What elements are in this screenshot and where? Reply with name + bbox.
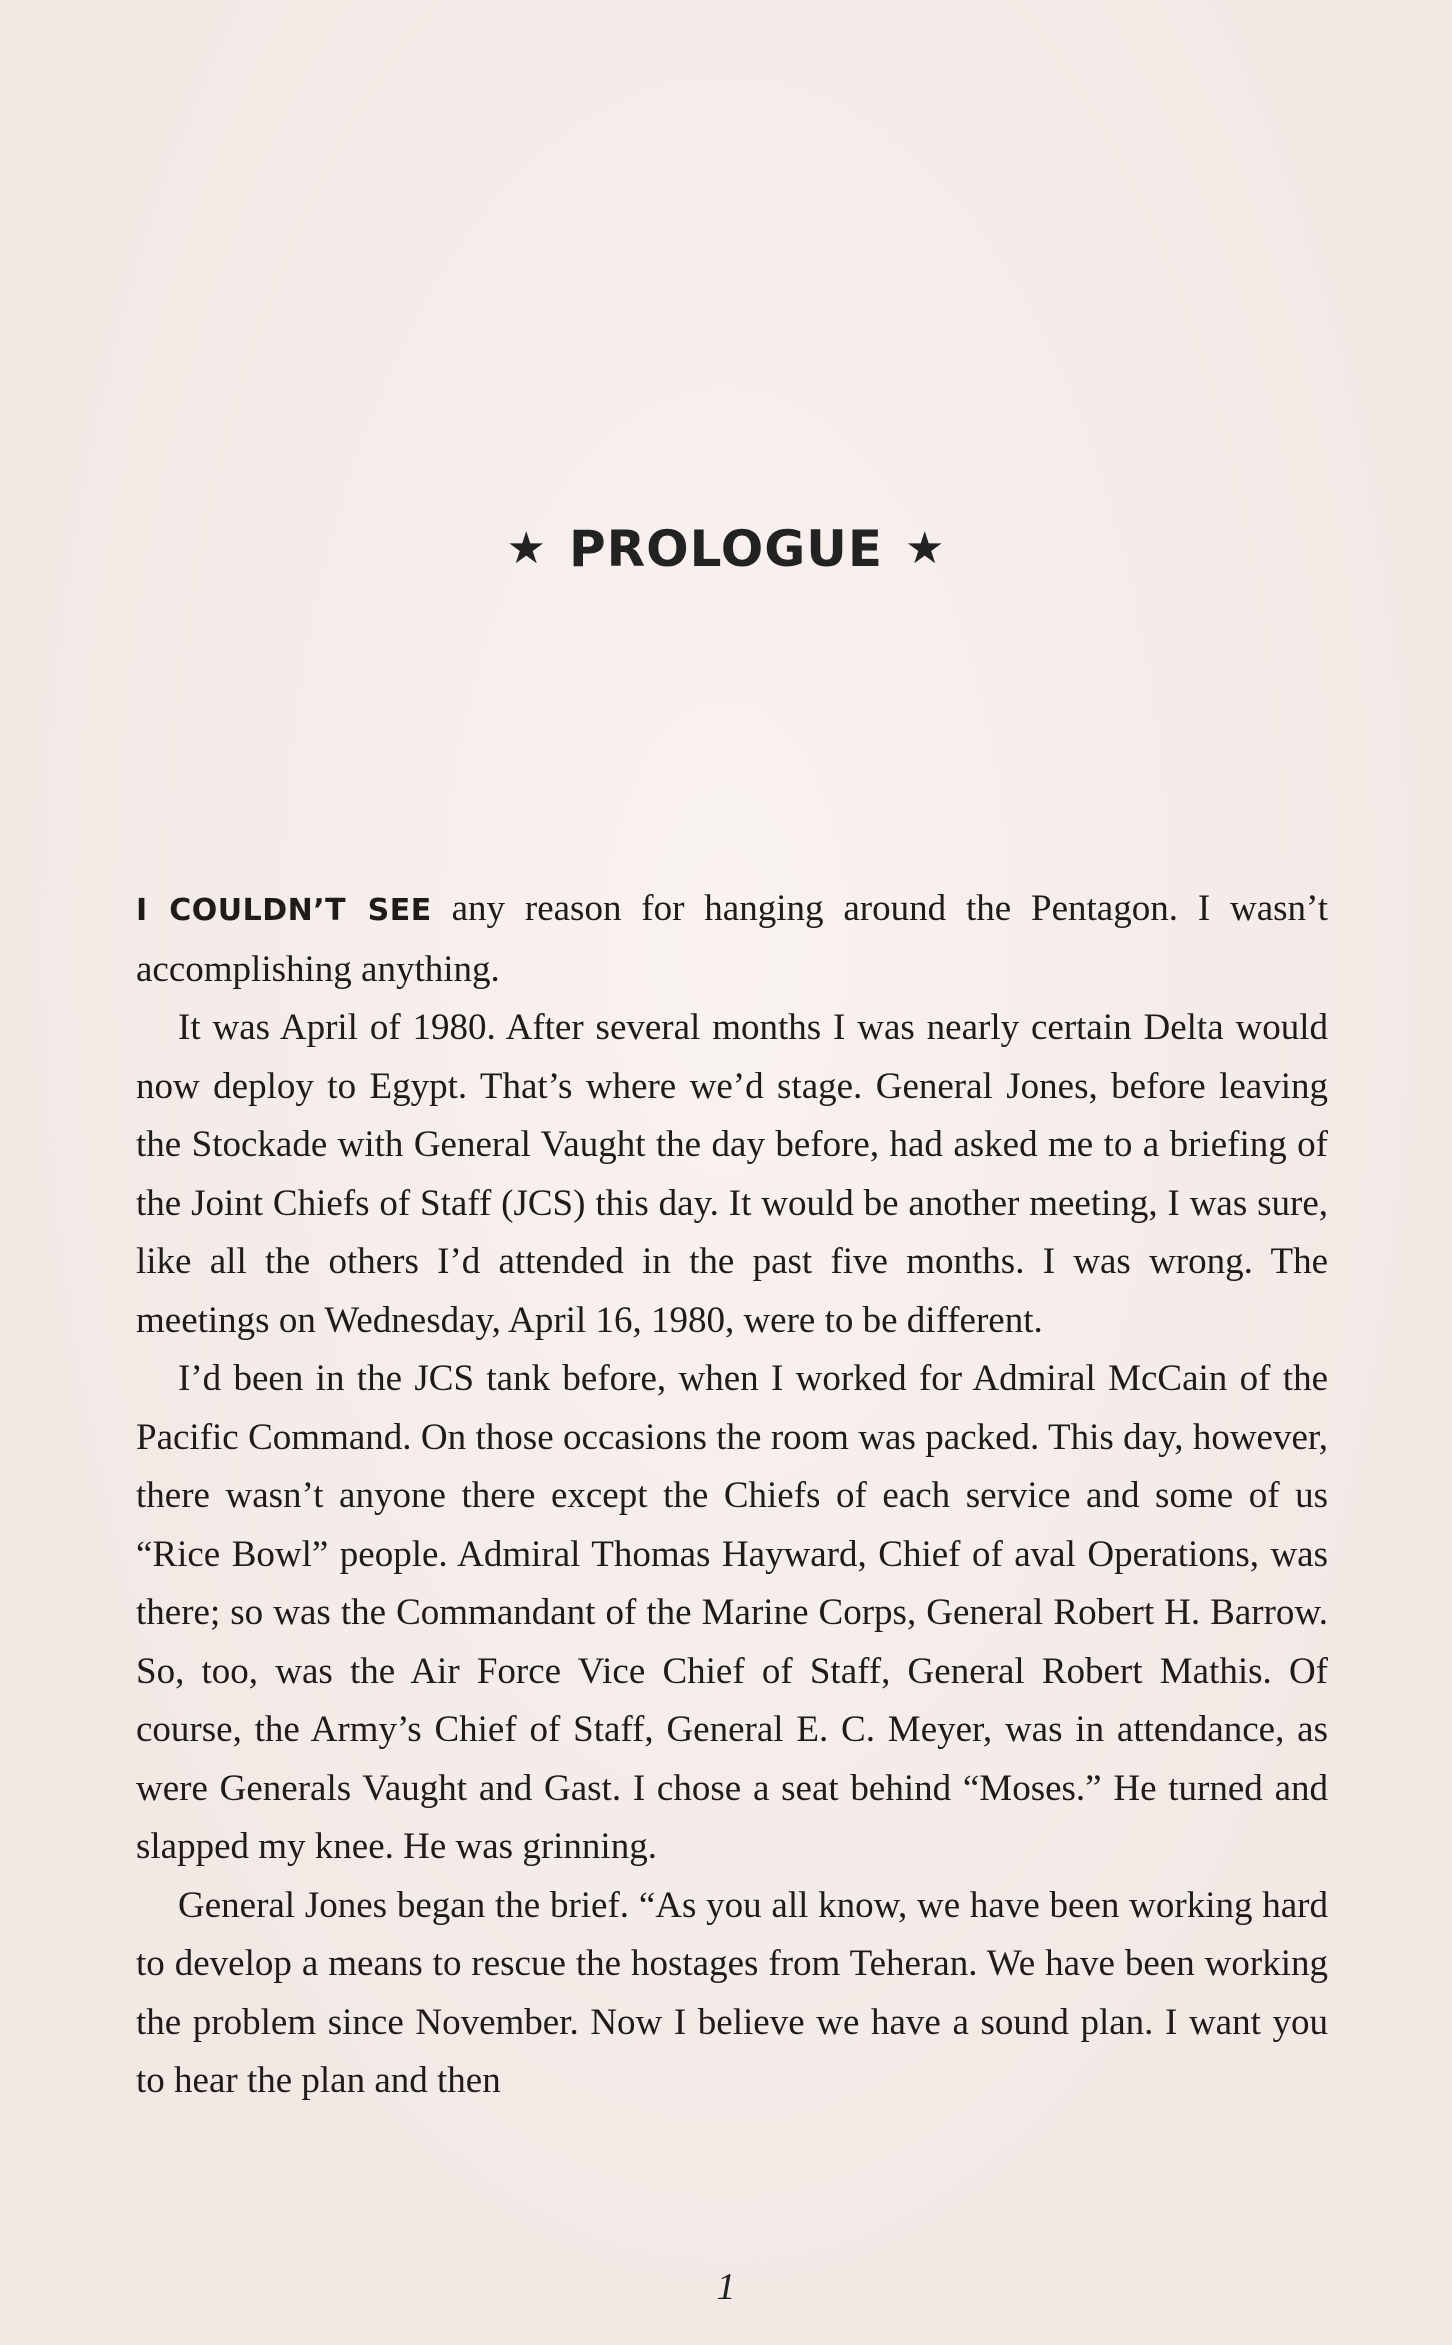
star-left-icon: ★ bbox=[506, 523, 547, 574]
lead-in: I COULDN’T SEE bbox=[136, 893, 432, 928]
paragraph-2: It was April of 1980. After several months I was nearly certain Delta would now deploy to Egypt. That’s where we’d stage. General Jones, before leaving the Stockade with General Vaught the day before, had asked me to a briefing of the Joint Chiefs of Staff (JCS) this day. It would be another meeting, I was sure, like all the others I’d attended in the past five months. I was wrong. The meetings on Wednesday, April 16, 1980, were to be different. bbox=[136, 1007, 1328, 1341]
paragraph-1 bbox=[136, 880, 1328, 999]
paragraph-3: I’d been in the JCS tank before, when I worked for Admiral McCain of the Pacific Command. On those occasions the room was packed. This day, however, there wasn’t anyone there except the Chiefs of each service and some of us “Rice Bowl” people. Admiral Thomas Hayward, Chief of aval Operations, was there; so was the Commandant of the Marine Corps, General Robert H. Barrow. So, too, was the Air Force Vice Chief of Staff, General Robert Mathis. Of course, the Army’s Chief of Staff, General E. C. Meyer, was in attendance, as were Generals Vaught and Gast. I chose a seat behind “Moses.” He turned and slapped my knee. He was grinning. bbox=[136, 1358, 1328, 1867]
chapter-title-text: PROLOGUE bbox=[568, 520, 884, 578]
chapter-title bbox=[0, 520, 1452, 578]
page-number: 1 bbox=[716, 2266, 736, 2308]
paragraph-1-text: any reason for hanging around the Pentagon. I wasn’t accomplishing anything. bbox=[136, 888, 1328, 990]
paragraph-4: General Jones began the brief. “As you all know, we have been working hard to develop a means to rescue the hostages from Teheran. We have been working the problem since November. Now I believe we have a sound plan. I want you to hear the plan and then bbox=[136, 1884, 1328, 2101]
star-right-icon: ★ bbox=[905, 523, 946, 574]
body-text bbox=[136, 880, 1328, 2111]
